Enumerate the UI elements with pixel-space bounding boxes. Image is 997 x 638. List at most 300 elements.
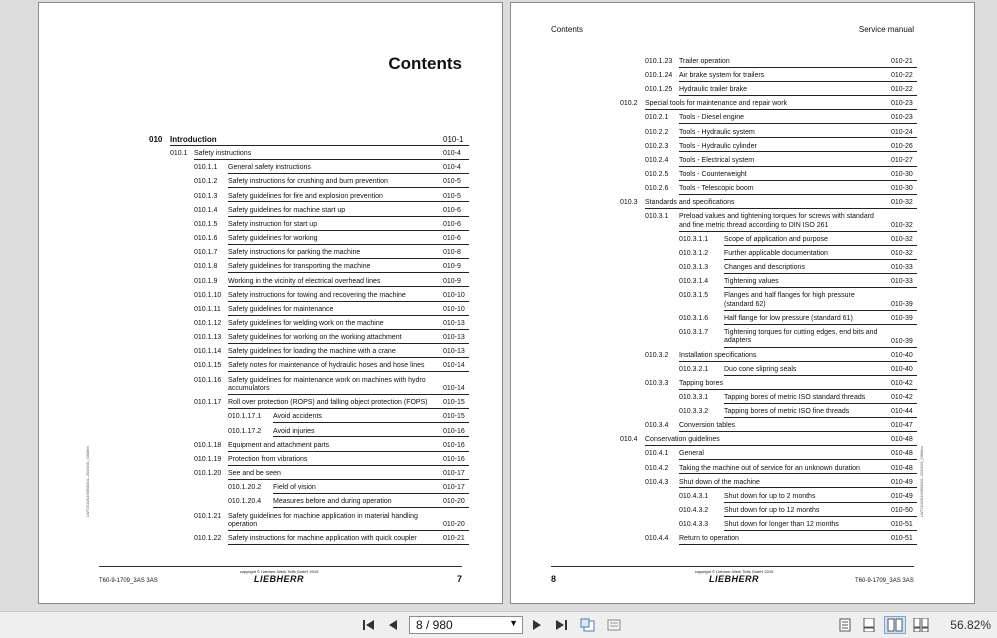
toc-entry-page: 010-32 bbox=[891, 235, 913, 243]
toc-entry-number: 010.2.2 bbox=[645, 128, 669, 136]
toc-entry-number: 010.2 bbox=[620, 100, 638, 108]
header-right: Service manual bbox=[858, 25, 914, 34]
toc-entry-page: 010-16 bbox=[443, 427, 465, 435]
header-left: Contents bbox=[551, 25, 584, 34]
toc-entry-page: 010-30 bbox=[891, 184, 913, 192]
toc-entry-rule bbox=[228, 315, 469, 316]
liebherr-logo: LIEBHERR bbox=[708, 574, 759, 584]
toc-entry-title: Equipment and attachment parts bbox=[228, 441, 330, 449]
toc-entry[interactable] bbox=[228, 428, 471, 436]
chevron-down-icon[interactable]: ▼ bbox=[509, 618, 518, 628]
toc-entry-page: 010-4 bbox=[443, 150, 461, 158]
toc-entry-title: Taking the machine out of service for an unknown duration bbox=[679, 464, 860, 472]
toc-entry-number: 010.1.23 bbox=[645, 58, 673, 65]
toc-entry-number: 010.3.2.1 bbox=[679, 365, 709, 373]
rotate-icon[interactable] bbox=[578, 616, 598, 634]
toc-entry-title: Return to operation bbox=[679, 535, 739, 542]
toc-entry-title: Safety instructions for parking the machine bbox=[228, 249, 361, 257]
toc-entry-title: Conservation guidelines bbox=[645, 436, 720, 444]
toc-entry-number: 010.1.15 bbox=[194, 362, 222, 370]
toc-entry-number: 010.1.20.4 bbox=[228, 498, 262, 506]
toc-entry-page: 010-21 bbox=[443, 535, 465, 543]
toc-entry[interactable] bbox=[194, 377, 471, 394]
toc-entry-number: 010.3.3.1 bbox=[679, 394, 709, 401]
toc-entry[interactable] bbox=[620, 436, 919, 444]
toc-entry-rule bbox=[724, 403, 917, 404]
toc-entry-title: Tightening values bbox=[724, 278, 779, 286]
toc-entry-page: 010-1 bbox=[443, 135, 464, 144]
toc-entry-page: 010-50 bbox=[891, 506, 913, 514]
toc-entry-title: Shut down for longer than 12 months bbox=[724, 520, 839, 528]
footer-doc-id: T60-9-1709_3AS 3AS bbox=[99, 578, 158, 584]
toc-entry-number: 010.3 bbox=[620, 199, 638, 206]
toc-entry-number: 010 bbox=[149, 135, 163, 144]
footer-copyright: copyright © Liebherr-Werk Telfs GmbH 2019 bbox=[239, 569, 319, 574]
toc-entry[interactable] bbox=[645, 86, 919, 94]
toc-entry[interactable] bbox=[194, 164, 471, 172]
toc-entry-title: Measures before and during operation bbox=[273, 498, 392, 506]
first-page-icon[interactable] bbox=[360, 616, 378, 634]
toc-entry-title: Working in the vicinity of electrical overhead lines bbox=[228, 277, 381, 285]
toc-entry-title: Safety guidelines for loading the machine with a crane bbox=[228, 348, 396, 356]
toc-entry-rule bbox=[228, 201, 469, 202]
viewer-toolbar bbox=[0, 611, 997, 638]
toc-entry-page: 010-33 bbox=[891, 278, 913, 286]
toc-entry[interactable] bbox=[679, 236, 919, 244]
toc-entry[interactable] bbox=[679, 394, 919, 402]
toc-entry-page: 010-13 bbox=[443, 348, 465, 356]
toc-entry-page: 010-39 bbox=[891, 300, 913, 308]
toc-entry-page: 010-8 bbox=[443, 249, 461, 257]
toc-entry-page: 010-26 bbox=[891, 142, 913, 150]
toc-entry[interactable] bbox=[645, 114, 919, 122]
toc-entry[interactable] bbox=[149, 136, 471, 144]
footer-rule bbox=[99, 566, 462, 567]
toc-entry-number: 010.1.5 bbox=[194, 220, 218, 228]
toc-entry-page: 010-20 bbox=[443, 521, 465, 529]
toc-entry-rule bbox=[679, 459, 917, 460]
toc-entry-page: 010-24 bbox=[891, 128, 913, 136]
toc-entry-title: Scope of application and purpose bbox=[724, 235, 828, 243]
toc-entry-title: Flanges and half flanges for high pressure (standard 62) bbox=[724, 292, 855, 308]
toc-entry[interactable] bbox=[228, 484, 471, 492]
toc-entry-title: Tapping bores of metric ISO standard threads bbox=[724, 394, 866, 401]
toc-entry-title: See and be seen bbox=[228, 470, 281, 478]
toc-entry-title: Safety instructions bbox=[194, 150, 252, 158]
toc-entry-title: Field of vision bbox=[273, 484, 316, 492]
toc-entry-rule bbox=[679, 166, 917, 167]
right-document-page bbox=[510, 2, 975, 604]
toc-entry-title: Trailer operation bbox=[679, 58, 730, 65]
zoom-level[interactable]: 56.82% bbox=[950, 618, 991, 632]
toc-entry-rule bbox=[228, 465, 469, 466]
toc-entry-rule bbox=[679, 487, 917, 488]
toc-entry-rule bbox=[679, 473, 917, 474]
toc-entry-rule bbox=[724, 287, 917, 288]
toc-entry[interactable] bbox=[645, 352, 919, 360]
toc-entry[interactable] bbox=[170, 150, 471, 158]
toc-entry-rule bbox=[724, 530, 917, 531]
toc-entry-rule bbox=[679, 95, 917, 96]
toc-entry[interactable] bbox=[194, 470, 471, 478]
toc-entry-number: 010.4.3 bbox=[645, 478, 669, 486]
toc-entry[interactable] bbox=[645, 465, 919, 473]
toc-entry[interactable] bbox=[679, 521, 919, 529]
toc-entry-rule bbox=[228, 301, 469, 302]
toc-entry-number: 010.1.22 bbox=[194, 535, 222, 543]
toc-entry-page: 010-14 bbox=[443, 385, 465, 393]
toc-entry-title: Protection from vibrations bbox=[228, 455, 308, 463]
toc-entry-rule bbox=[273, 422, 469, 423]
toc-entry-rule bbox=[679, 180, 917, 181]
toc-entry-page: 010-21 bbox=[891, 58, 913, 65]
toc-entry-title: Safety guidelines for maintenance work on machines with hydro accumulators bbox=[228, 376, 426, 392]
two-page-continuous-view-icon[interactable] bbox=[912, 616, 930, 634]
toc-entry-rule bbox=[228, 408, 469, 409]
toc-entry[interactable] bbox=[645, 380, 919, 388]
toc-entry-rule bbox=[228, 530, 469, 531]
toc-entry[interactable] bbox=[194, 292, 471, 300]
toc-entry-number: 010.1.3 bbox=[194, 192, 218, 200]
toc-entry-rule bbox=[228, 286, 469, 287]
toc-entry[interactable] bbox=[228, 413, 471, 421]
toc-entry[interactable] bbox=[679, 264, 919, 272]
toc-entry-title: Roll over protection (ROPS) and falling object protection (FOPS) bbox=[228, 399, 428, 407]
footer-doc-id: T60-9-1709_3AS 3AS bbox=[855, 578, 914, 584]
toc-entry-rule bbox=[228, 230, 469, 231]
toc-entry-title: Tightening torques for cutting edges, end bits and adapters bbox=[724, 329, 878, 345]
print-layout-icon[interactable] bbox=[604, 616, 624, 634]
toc-entry-rule bbox=[228, 173, 469, 174]
toc-entry[interactable] bbox=[679, 315, 919, 323]
toc-entry-page: 010-20 bbox=[443, 498, 465, 506]
toc-entry-title: Safety guidelines for welding work on the machine bbox=[228, 319, 384, 327]
toc-entry-title: Shut down for up to 2 months bbox=[724, 492, 816, 500]
toc-entry-rule bbox=[679, 137, 917, 138]
toc-entry-page: 010-15 bbox=[443, 413, 465, 421]
toc-entry[interactable] bbox=[228, 498, 471, 506]
toc-entry-rule bbox=[228, 394, 469, 395]
toc-entry-number: 010.1.20 bbox=[194, 470, 222, 478]
toc-entry-title: Safety guidelines for maintenance bbox=[228, 305, 334, 313]
toc-entry-number: 010.4 bbox=[620, 436, 638, 444]
toc-entry[interactable] bbox=[620, 100, 919, 108]
continuous-view-icon[interactable] bbox=[860, 616, 878, 634]
toc-entry-rule bbox=[194, 159, 469, 160]
page-indicator: 8 / 980 bbox=[416, 618, 453, 632]
toc-entry-number: 010.1.20.2 bbox=[228, 484, 262, 492]
toc-entry-title: Safety notes for maintenance of hydraulic hoses and hose lines bbox=[228, 362, 425, 370]
toc-entry-number: 010.3.1.3 bbox=[679, 264, 709, 271]
toc-entry-title: Safety guidelines for transporting the machine bbox=[228, 263, 371, 271]
toc-entry-rule bbox=[228, 329, 469, 330]
toc-entry-number: 010.1.24 bbox=[645, 72, 673, 80]
toc-entry-page: 010-30 bbox=[891, 170, 913, 178]
toc-entry-title: Installation specifications bbox=[679, 351, 757, 359]
toc-entry[interactable] bbox=[645, 143, 919, 151]
toc-entry-rule bbox=[228, 258, 469, 259]
toc-entry[interactable] bbox=[679, 292, 919, 309]
toc-entry[interactable] bbox=[645, 185, 919, 193]
toc-entry[interactable] bbox=[645, 422, 919, 430]
toc-entry[interactable] bbox=[194, 348, 471, 356]
toc-entry-page: 010-22 bbox=[891, 72, 913, 80]
page-title: Contents bbox=[388, 54, 462, 73]
toc-entry-title: Safety instructions for machine application with quick coupler bbox=[228, 535, 417, 543]
footer-page-number: 8 bbox=[551, 574, 557, 584]
toc-entry[interactable] bbox=[194, 263, 471, 271]
toc-entry[interactable] bbox=[645, 450, 919, 458]
toc-entry-title: Tools - Diesel engine bbox=[679, 114, 744, 122]
toc-entry-rule bbox=[645, 109, 917, 110]
toc-entry-page: 010-42 bbox=[891, 379, 913, 387]
toc-entry-rule bbox=[724, 324, 917, 325]
toc-entry[interactable] bbox=[194, 221, 471, 229]
toc-entry-page: 010-39 bbox=[891, 314, 913, 322]
toc-entry-rule bbox=[228, 451, 469, 452]
toc-entry-number: 010.2.6 bbox=[645, 184, 669, 192]
toc-entry-title: Safety instruction for start up bbox=[228, 220, 318, 228]
toc-entry-page: 010-33 bbox=[891, 264, 913, 271]
toc-entry-title: Tools - Counterweight bbox=[679, 170, 747, 178]
toc-entry-number: 010.2.4 bbox=[645, 156, 669, 164]
toc-entry[interactable] bbox=[679, 366, 919, 374]
toc-entry-title: Duo cone slipring seals bbox=[724, 365, 797, 373]
toc-entry-rule bbox=[724, 273, 917, 274]
toc-entry-rule bbox=[724, 375, 917, 376]
toc-entry-page: 010-32 bbox=[891, 221, 913, 229]
toc-entry-rule bbox=[724, 310, 917, 311]
toc-entry-rule bbox=[724, 259, 917, 260]
toc-entry-rule bbox=[679, 81, 917, 82]
toc-entry-number: 010.2.1 bbox=[645, 114, 669, 122]
toc-entry-page: 010-10 bbox=[443, 291, 465, 299]
toc-entry[interactable] bbox=[194, 535, 471, 543]
side-code: LWT/10/20190508/10--2019/10_0308en bbox=[919, 446, 924, 517]
toc-entry-page: 010-5 bbox=[443, 192, 461, 200]
toc-entry[interactable] bbox=[194, 442, 471, 450]
toc-entry-page: 010-17 bbox=[443, 484, 465, 492]
toc-entry-page: 010-4 bbox=[443, 164, 461, 172]
toc-entry-rule bbox=[679, 123, 917, 124]
toc-entry[interactable] bbox=[645, 72, 919, 80]
toc-entry[interactable] bbox=[194, 249, 471, 257]
two-page-view-icon[interactable] bbox=[884, 616, 906, 634]
toc-entry-rule bbox=[228, 216, 469, 217]
toc-entry-number: 010.3.1.6 bbox=[679, 314, 709, 322]
toc-entry-page: 010-47 bbox=[891, 422, 913, 430]
toc-entry-number: 010.3.1.7 bbox=[679, 329, 709, 336]
toc-entry-page: 010-13 bbox=[443, 319, 465, 327]
toc-entry-rule bbox=[273, 493, 469, 494]
toc-entry-title: Special tools for maintenance and repair work bbox=[645, 100, 788, 108]
toc-entry[interactable] bbox=[645, 129, 919, 137]
toc-entry-title: Avoid accidents bbox=[273, 413, 322, 421]
toc-entry-rule bbox=[273, 507, 469, 508]
toc-entry-number: 010.3.1.2 bbox=[679, 249, 709, 257]
toc-entry-page: 010-6 bbox=[443, 206, 461, 214]
toc-entry-page: 010-48 bbox=[891, 436, 913, 444]
toc-entry-rule bbox=[724, 516, 917, 517]
last-page-icon[interactable] bbox=[552, 616, 570, 634]
toc-entry-title: Safety guidelines for working bbox=[228, 235, 318, 243]
toc-entry-title: Further applicable documentation bbox=[724, 249, 828, 257]
toc-entry-number: 010.4.4 bbox=[645, 535, 669, 542]
toc-entry-title: Tools - Telescopic boom bbox=[679, 184, 754, 192]
toc-entry-page: 010-6 bbox=[443, 235, 461, 243]
toc-entry-page: 010-44 bbox=[891, 408, 913, 416]
toc-entry[interactable] bbox=[645, 157, 919, 165]
toc-entry-number: 010.1.6 bbox=[194, 235, 218, 243]
toc-entry[interactable] bbox=[194, 278, 471, 286]
toc-entry-page: 010-14 bbox=[443, 362, 465, 370]
toc-entry[interactable] bbox=[679, 329, 919, 346]
toc-entry-number: 010.1.16 bbox=[194, 376, 222, 384]
toc-entry[interactable] bbox=[645, 479, 919, 487]
toc-entry-number: 010.1.12 bbox=[194, 319, 222, 327]
toc-entry-number: 010.1.9 bbox=[194, 277, 218, 285]
toc-entry-rule bbox=[228, 357, 469, 358]
toc-entry-title: Safety guidelines for machine application in material handling operation bbox=[228, 512, 418, 528]
toc-entry-page: 010-39 bbox=[891, 337, 913, 345]
toc-entry[interactable] bbox=[194, 362, 471, 370]
toc-entry-number: 010.1.19 bbox=[194, 455, 222, 463]
toc-entry[interactable] bbox=[645, 535, 919, 543]
toc-entry-number: 010.3.4 bbox=[645, 422, 669, 430]
toc-entry-number: 010.3.1.5 bbox=[679, 292, 709, 300]
toc-entry-number: 010.1.8 bbox=[194, 263, 218, 271]
toc-entry-number: 010.3.2 bbox=[645, 351, 669, 359]
toc-entry-number: 010.1.17.1 bbox=[228, 413, 262, 421]
page-number-input[interactable] bbox=[409, 616, 523, 634]
toc-entry-rule bbox=[724, 347, 917, 348]
toc-entry-number: 010.3.1 bbox=[645, 213, 669, 221]
toc-entry[interactable] bbox=[679, 250, 919, 258]
toc-entry-number: 010.3.1.4 bbox=[679, 278, 709, 286]
toc-entry-page: 010-49 bbox=[891, 492, 913, 500]
toc-entry-number: 010.4.2 bbox=[645, 464, 669, 472]
toc-entry-rule bbox=[228, 343, 469, 344]
toc-entry[interactable] bbox=[645, 213, 919, 230]
toc-entry[interactable] bbox=[194, 456, 471, 464]
toc-entry-number: 010.3.3.2 bbox=[679, 408, 709, 416]
toc-entry[interactable] bbox=[679, 408, 919, 416]
toc-entry[interactable] bbox=[194, 207, 471, 215]
toc-entry-page: 010-10 bbox=[443, 305, 465, 313]
toc-entry[interactable] bbox=[679, 507, 919, 515]
toc-entry-page: 010-16 bbox=[443, 455, 465, 463]
prev-page-icon[interactable] bbox=[384, 616, 402, 634]
toc-entry-number: 010.4.3.2 bbox=[679, 506, 709, 514]
next-page-icon[interactable] bbox=[528, 616, 546, 634]
toc-entry-number: 010.1.14 bbox=[194, 348, 222, 356]
toc-entry[interactable] bbox=[194, 178, 471, 186]
toc-entry-number: 010.4.3.3 bbox=[679, 520, 709, 528]
toc-entry-rule bbox=[645, 208, 917, 209]
toc-entry-number: 010.3.3 bbox=[645, 379, 669, 387]
toc-entry-page: 010-5 bbox=[443, 178, 461, 186]
footer-copyright: copyright © Liebherr-Werk Telfs GmbH 2019 bbox=[694, 569, 774, 574]
toc-entry-page: 010-9 bbox=[443, 277, 461, 285]
toc-entry-rule bbox=[679, 361, 917, 362]
toc-entry-title: Tools - Hydraulic system bbox=[679, 128, 755, 136]
toc-entry[interactable] bbox=[645, 171, 919, 179]
toc-entry-rule bbox=[273, 436, 469, 437]
toc-entry-rule bbox=[228, 272, 469, 273]
toc-entry-number: 010.1.25 bbox=[645, 86, 673, 94]
toc-entry[interactable] bbox=[194, 320, 471, 328]
toc-entry-rule bbox=[724, 502, 917, 503]
toc-entry-page: 010-22 bbox=[891, 86, 913, 94]
toc-entry-page: 010-23 bbox=[891, 100, 913, 108]
toc-entry-rule bbox=[679, 389, 917, 390]
toc-entry-page: 010-48 bbox=[891, 464, 913, 472]
toc-entry[interactable] bbox=[620, 199, 919, 207]
toc-entry-title: Hydraulic trailer brake bbox=[679, 86, 748, 94]
toc-entry-number: 010.2.3 bbox=[645, 142, 669, 150]
toc-entry[interactable] bbox=[194, 334, 471, 342]
toc-entry[interactable] bbox=[194, 513, 471, 530]
footer-rule bbox=[551, 566, 914, 567]
toc-entry[interactable] bbox=[194, 306, 471, 314]
toc-entry-title: General bbox=[679, 450, 704, 458]
toc-entry-number: 010.4.3.1 bbox=[679, 492, 709, 500]
toc-entry-page: 010-6 bbox=[443, 220, 461, 228]
toc-entry-title: Shut down for up to 12 months bbox=[724, 506, 820, 514]
toc-entry-page: 010-15 bbox=[443, 399, 465, 407]
toc-entry[interactable] bbox=[645, 58, 919, 66]
toc-entry-rule bbox=[645, 445, 917, 446]
toc-entry[interactable] bbox=[194, 235, 471, 243]
footer-page-number: 7 bbox=[457, 574, 463, 584]
toc-entry[interactable] bbox=[679, 278, 919, 286]
toc-entry-page: 010-51 bbox=[891, 535, 913, 542]
toc-entry-number: 010.4.1 bbox=[645, 450, 669, 458]
toc-entry-title: Tools - Hydraulic cylinder bbox=[679, 142, 757, 150]
toc-entry[interactable] bbox=[194, 193, 471, 201]
toc-entry-rule bbox=[228, 244, 469, 245]
toc-entry-page: 010-40 bbox=[891, 365, 913, 373]
toc-entry-number: 010.1.10 bbox=[194, 291, 222, 299]
toc-entry-page: 010-40 bbox=[891, 351, 913, 359]
toc-entry-title: Changes and descriptions bbox=[724, 264, 805, 271]
toc-entry-rule bbox=[724, 245, 917, 246]
toc-entry-page: 010-51 bbox=[891, 520, 913, 528]
toc-entry-number: 010.1.4 bbox=[194, 206, 218, 214]
toc-entry-number: 010.1.2 bbox=[194, 178, 218, 186]
toc-entry-title: Conversion tables bbox=[679, 422, 736, 430]
toc-entry[interactable] bbox=[679, 493, 919, 501]
toc-entry-title: Safety guidelines for fire and explosion prevention bbox=[228, 192, 383, 200]
toc-entry-page: 010-27 bbox=[891, 156, 913, 164]
toc-entry-number: 010.1.1 bbox=[194, 164, 218, 172]
toc-entry-rule bbox=[228, 187, 469, 188]
side-code: LWT/10/20190508/10--2019/10_0308en bbox=[85, 446, 90, 517]
toc-entry-rule bbox=[228, 371, 469, 372]
toc-entry-title: Preload values and tightening torques for screws with standard and fine metric thread according to DIN ISO 261 bbox=[679, 213, 874, 229]
toc-entry-page: 010-32 bbox=[891, 249, 913, 257]
toc-entry-page: 010-32 bbox=[891, 199, 913, 206]
toc-entry-title: Standards and specifications bbox=[645, 199, 735, 206]
toc-entry-rule bbox=[679, 194, 917, 195]
toc-entry-rule bbox=[679, 544, 917, 545]
single-page-view-icon[interactable] bbox=[836, 616, 854, 634]
toc-entry-page: 010-9 bbox=[443, 263, 461, 271]
toc-entry-page: 010-16 bbox=[443, 441, 465, 449]
left-document-page bbox=[38, 2, 503, 604]
toc-entry-title: Tools - Electrical system bbox=[679, 156, 755, 164]
toc-entry[interactable] bbox=[194, 399, 471, 407]
